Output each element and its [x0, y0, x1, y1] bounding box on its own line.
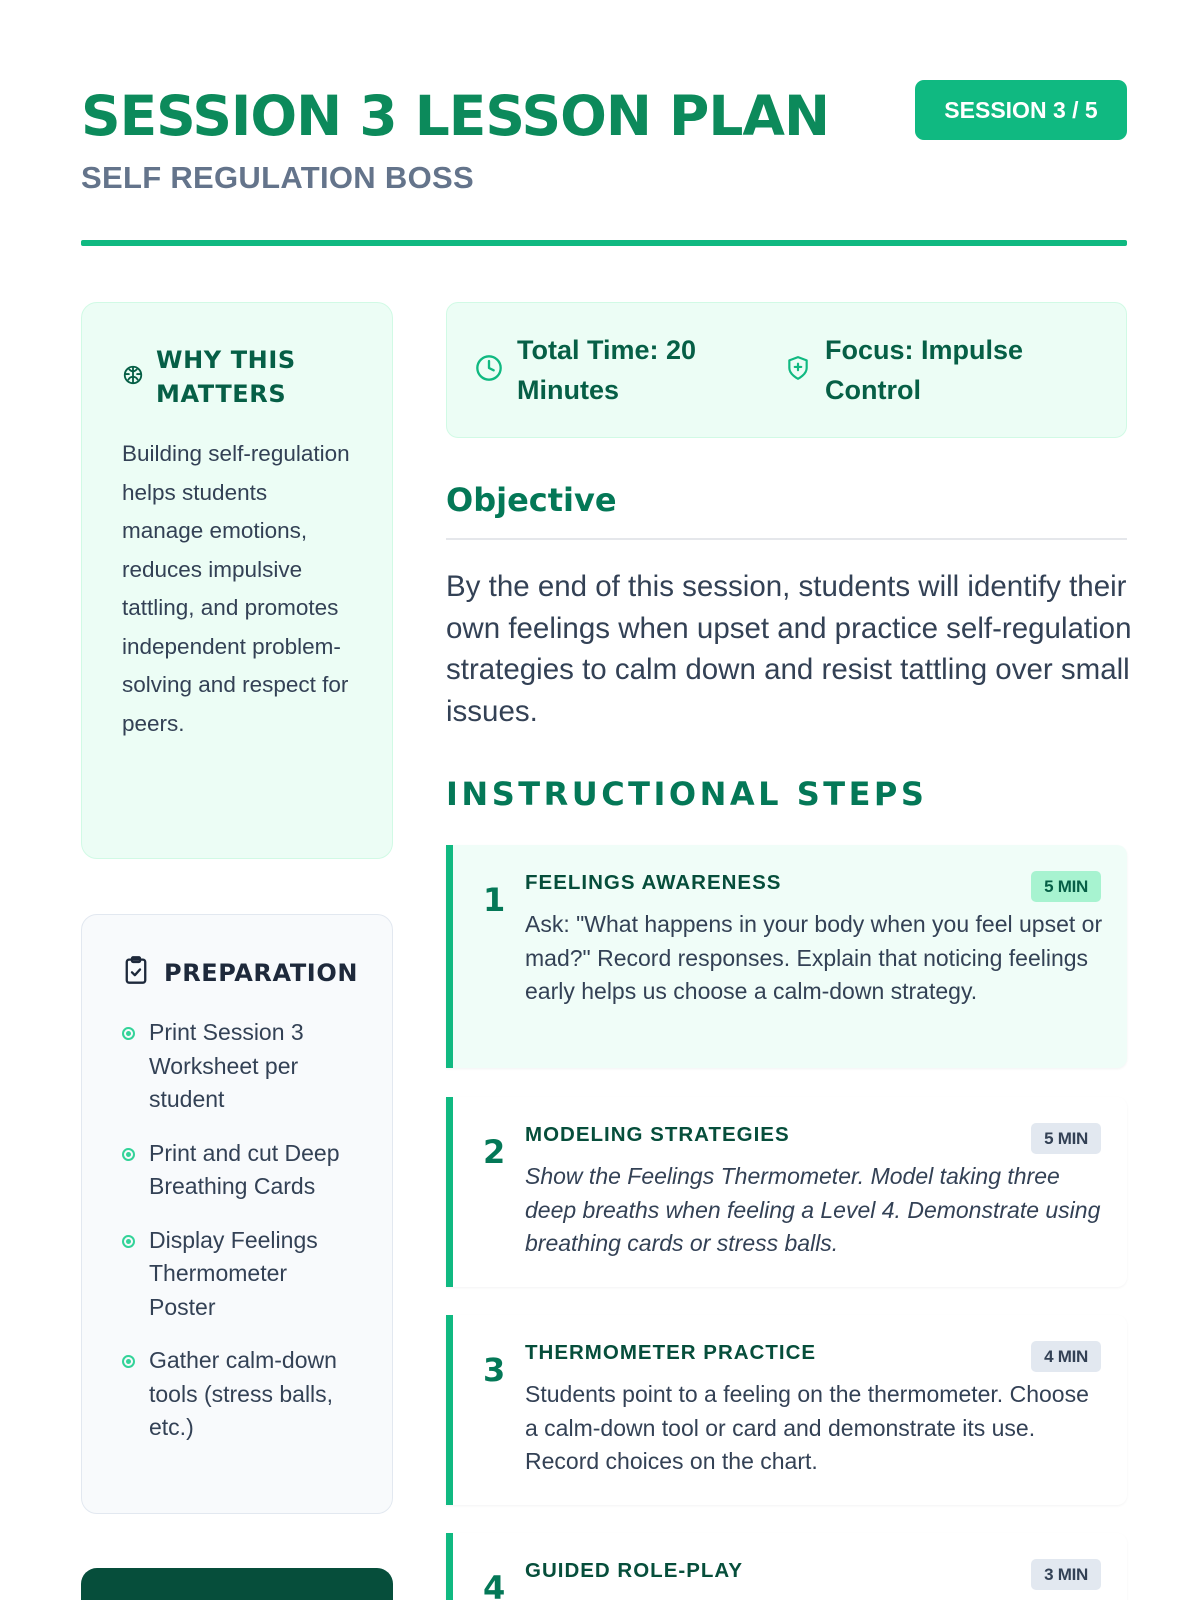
step-body: Show the Feelings Thermometer. Model taking three deep breaths when feeling a Level 4. Demonstrate using breathing cards or stress balls.	[525, 1163, 1101, 1256]
step-body: Students point to a feeling on the thermometer. Choose a calm-down tool or card and demonstrate its use. Record choices on the chart.	[525, 1381, 1089, 1474]
bullet-icon	[122, 1355, 135, 1368]
why-header	[122, 343, 352, 411]
focus	[785, 330, 1095, 410]
session-meta-card	[446, 302, 1127, 438]
step-number: 1	[483, 881, 506, 919]
step-number: 4	[483, 1569, 506, 1600]
step-duration-badge: 4 MIN	[1031, 1341, 1101, 1372]
list-item	[122, 1224, 352, 1325]
preparation-card	[81, 914, 393, 1514]
step-card	[446, 1315, 1127, 1505]
header-divider	[81, 240, 1127, 246]
step-number: 2	[483, 1133, 506, 1171]
total-time-text: Total Time: 20 Minutes	[517, 335, 697, 405]
list-item-text: Print Session 3 Worksheet per student	[149, 1019, 304, 1112]
shield-plus-icon	[785, 354, 811, 387]
list-item	[122, 1016, 352, 1117]
objective-divider	[446, 538, 1127, 540]
step-title: THERMOMETER PRACTICE	[525, 1341, 817, 1364]
step-number: 3	[483, 1351, 506, 1389]
preparation-list	[122, 1016, 352, 1445]
why-this-matters-card	[81, 302, 393, 859]
list-item	[122, 1344, 352, 1445]
preparation-title: PREPARATION	[164, 958, 359, 987]
step-duration-badge: 5 MIN	[1031, 1123, 1101, 1154]
why-title: WHY THIS MATTERS	[156, 346, 296, 408]
materials-card	[81, 1568, 393, 1600]
clock-icon	[475, 354, 503, 387]
list-item-text: Display Feelings Thermometer Poster	[149, 1226, 318, 1320]
session-badge: SESSION 3 / 5	[915, 80, 1127, 140]
list-item-text: Gather calm-down tools (stress balls, etc.)	[149, 1347, 337, 1440]
page-subtitle: SELF REGULATION BOSS	[81, 160, 474, 195]
bullet-icon	[122, 1027, 135, 1040]
page-header	[81, 78, 1127, 248]
step-title: GUIDED ROLE-PLAY	[525, 1559, 743, 1582]
step-title: MODELING STRATEGIES	[525, 1123, 790, 1146]
brain-icon	[122, 364, 144, 391]
focus-text: Focus: Impulse Control	[825, 335, 1024, 405]
step-card	[446, 1533, 1127, 1600]
bullet-icon	[122, 1148, 135, 1161]
step-duration-badge: 5 MIN	[1031, 871, 1101, 902]
why-text: Building self-regulation helps students manage emotions, reduces impulsive tattling, and promotes independent problem-solving and respect for peers.	[122, 441, 350, 736]
bullet-icon	[122, 1235, 135, 1248]
list-item	[122, 1137, 352, 1204]
objective-text: By the end of this session, students will identify their own feelings when upset and practice self-regulation strategies to calm down and resist tattling over small issues.	[446, 570, 1132, 728]
step-title: FEELINGS AWARENESS	[525, 871, 782, 894]
step-card	[446, 845, 1127, 1068]
objective-title: Objective	[446, 481, 617, 519]
list-item-text: Print and cut Deep Breathing Cards	[149, 1139, 340, 1199]
preparation-header	[122, 955, 359, 990]
total-time	[475, 330, 785, 410]
step-body: Ask: "What happens in your body when you feel upset or mad?" Record responses. Explain that noticing feelings early helps us choose a calm-down strategy.	[525, 911, 1103, 1004]
page-title: SESSION 3 LESSON PLAN	[81, 84, 830, 148]
step-card	[446, 1097, 1127, 1287]
steps-title: INSTRUCTIONAL STEPS	[446, 775, 928, 813]
clipboard-check-icon	[122, 955, 150, 990]
step-duration-badge: 3 MIN	[1031, 1559, 1101, 1590]
